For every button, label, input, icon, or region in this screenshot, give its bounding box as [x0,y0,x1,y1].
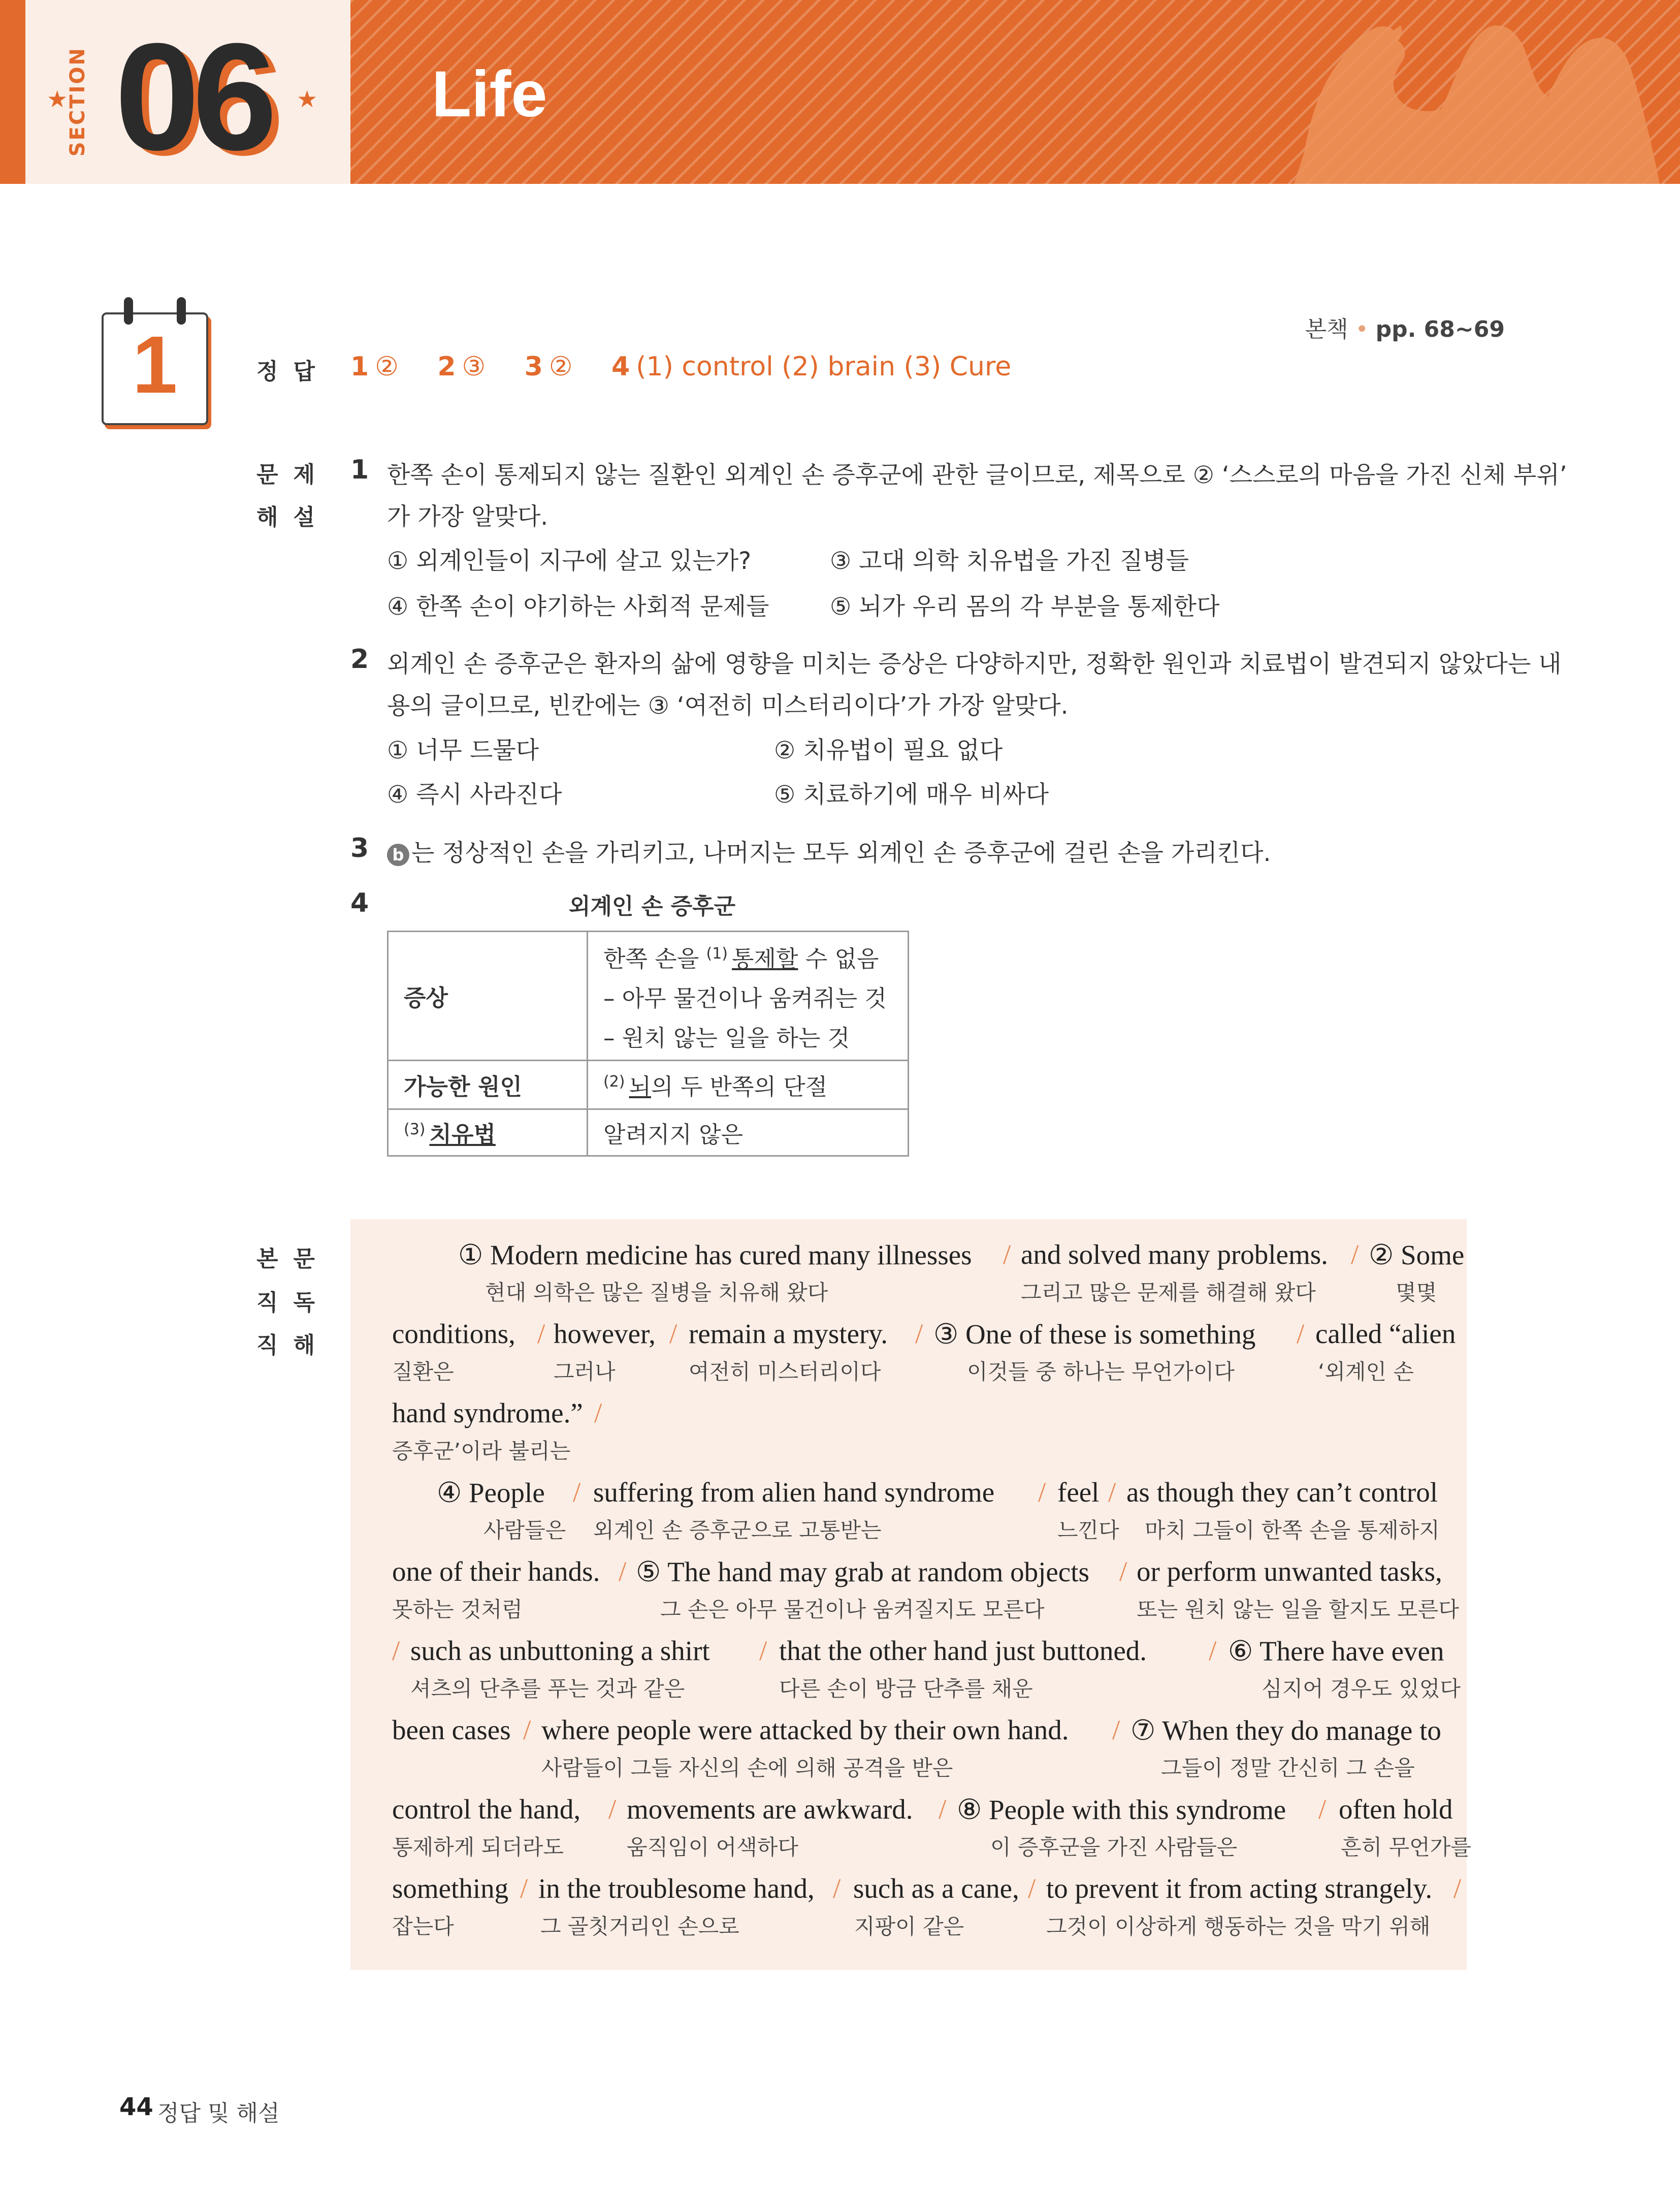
korean-gloss: 그것이 이상하게 행동하는 것을 막기 위해 [1046,1914,1431,1939]
explanation-label: 해설 [256,504,331,530]
table-key: 증상 [388,932,588,1061]
slash-mark: / [1453,1873,1462,1904]
korean-gloss: 통제하게 되더라도 [392,1835,564,1860]
slash-mark: / [608,1794,617,1825]
korean-gloss: 그 손은 아무 물건이나 움켜질지도 모른다 [660,1597,1045,1622]
korean-gloss: 흔히 무언가를 [1341,1835,1471,1860]
slash-mark: / [833,1873,841,1904]
explanation-label: 문제 [256,462,331,488]
english-chunk: suffering from alien hand syndrome [593,1477,995,1508]
table-row [388,1061,909,1109]
english-chunk: often hold [1339,1794,1453,1825]
slash-mark: / [1351,1239,1359,1270]
slash-mark: / [759,1635,767,1666]
slash-mark: / [523,1714,531,1745]
korean-gloss: 그 골칫거리인 손으로 [540,1914,739,1939]
english-chunk: remain a mystery. [689,1318,888,1349]
question-number: 3 [350,833,369,864]
slash-mark: / [573,1477,581,1508]
table-row [388,932,909,1061]
circled-b-icon: b [387,844,409,866]
english-chunk: hand syndrome.” [392,1397,583,1428]
slash-mark: / [1209,1635,1217,1666]
korean-gloss: 그들이 정말 간신히 그 손을 [1161,1756,1415,1780]
korean-gloss: 사람들이 그들 자신의 손에 의해 공격을 받은 [541,1756,953,1780]
english-chunk: ③ One of these is something [933,1319,1256,1350]
english-chunk: however, [554,1318,656,1349]
english-chunk: or perform unwanted tasks, [1137,1556,1442,1587]
option-text: ① 외계인들이 지구에 살고 있는가? [387,547,752,575]
korean-gloss: 외계인 손 증후군으로 고통받는 [593,1518,882,1543]
korean-gloss: 이것들 중 하나는 무언가이다 [967,1359,1235,1384]
option-text: ② 치유법이 필요 없다 [774,737,1003,764]
answer-list: 1 ② 2 ③ 3 ② 4 (1) control (2) brain (3) Cure [350,352,1012,382]
slash-mark: / [520,1873,528,1904]
option-text: ⑤ 치료하기에 매우 비싸다 [774,781,1049,809]
question-number: 1 [350,455,369,485]
korean-gloss: 현대 의학은 많은 질병을 치유해 왔다 [485,1280,828,1305]
explanation-text: 용의 글이므로, 빈칸에는 ③ ‘여전히 미스터리이다’가 가장 알맞다. [387,692,1069,720]
slash-mark: / [1108,1477,1116,1508]
english-chunk: that the other hand just buttoned. [779,1635,1147,1666]
page-title: Life [432,58,547,131]
korean-gloss: 또는 원치 않는 일을 할지도 모른다 [1137,1597,1459,1622]
explanation-text: 외계인 손 증후군은 환자의 삶에 영향을 미치는 증상은 다양하지만, 정확한 원인과 치료법이 발견되지 않았다는 내 [387,650,1562,678]
page-number: 44 [119,2093,153,2121]
explanation-text: 가 가장 알맞다. [387,503,548,531]
english-chunk: in the troublesome hand, [538,1873,815,1904]
english-chunk: ⑤ The hand may grab at random objects [636,1556,1089,1587]
english-chunk: called “alien [1315,1318,1456,1349]
slash-mark: / [1318,1794,1327,1825]
korean-gloss: 셔츠의 단추를 푸는 것과 같은 [410,1676,685,1701]
korean-gloss: 이 증후군을 가진 사람들은 [990,1835,1238,1860]
explanation-text: b 는 정상적인 손을 가리키고, 나머지는 모두 외계인 손 증후군에 걸린 손을 가리킨다. [387,834,1271,868]
english-chunk: one of their hands. [392,1556,600,1587]
table-key: $^{(3)}$ 치유법 [388,1109,588,1156]
english-chunk: as though they can’t control [1126,1477,1438,1508]
english-chunk: ① Modern medicine has cured many illnesses [458,1239,972,1270]
english-chunk: to prevent it from acting strangely. [1046,1873,1433,1904]
slash-mark: / [939,1794,947,1825]
star-icon: ★ [47,85,68,113]
reading-label: 직해 [256,1332,331,1358]
star-icon: ★ [297,85,318,113]
korean-gloss: 그리고 많은 문제를 해결해 왔다 [1021,1280,1316,1305]
slash-mark: / [619,1556,627,1587]
summary-table [387,931,909,1157]
korean-gloss: 다른 손이 방금 단추를 채운 [779,1676,1033,1701]
slash-mark: / [669,1318,677,1349]
table-row [388,1109,909,1156]
unit-calendar-icon [102,297,211,429]
english-chunk: such as a cane, [853,1873,1019,1904]
korean-gloss: 몇몇 [1396,1280,1437,1305]
korean-gloss: ‘외계인 손 [1318,1359,1414,1384]
slash-mark: / [1119,1556,1127,1587]
english-chunk: movements are awkward. [627,1794,913,1825]
korean-gloss: 못하는 것처럼 [392,1597,523,1622]
reading-label: 본문 [256,1246,331,1272]
slash-mark: / [594,1397,602,1428]
english-chunk: been cases [392,1714,511,1745]
slash-mark: / [1003,1239,1011,1270]
slash-mark: / [915,1318,923,1349]
english-chunk: where people were attacked by their own hand. [541,1714,1069,1745]
english-chunk: ⑦ When they do manage to [1130,1715,1441,1746]
english-chunk: ② Some [1369,1239,1465,1270]
korean-gloss: 심지어 경우도 있었다 [1262,1676,1461,1701]
section-word: SECTION [66,47,89,157]
english-chunk: conditions, [392,1318,515,1349]
korean-gloss: 질환은 [392,1359,454,1384]
english-chunk: and solved many problems. [1021,1239,1328,1270]
english-chunk: such as unbuttoning a shirt [410,1635,710,1666]
slash-mark: / [392,1635,400,1666]
slash-mark: / [1297,1318,1305,1349]
korean-gloss: 여전히 미스터리이다 [689,1359,881,1384]
english-chunk: control the hand, [392,1794,581,1825]
answer-label: 정답 [256,359,331,385]
table-value: $^{(2)}$ 뇌의 두 반쪽의 단절 [588,1061,909,1109]
option-text: ① 너무 드물다 [387,737,539,764]
question-number: 4 [350,888,369,918]
slash-mark: / [537,1318,545,1349]
option-text: ④ 한쪽 손이 야기하는 사회적 문제들 [387,593,769,621]
unit-number: 1 [132,319,178,410]
slash-mark: / [1038,1477,1046,1508]
korean-gloss: 지팡이 같은 [854,1914,964,1939]
header-banner [350,0,1680,184]
table-key: 가능한 원인 [388,1061,588,1109]
camel-illustration-icon [1274,0,1680,184]
section-number: 06 [115,11,270,182]
english-chunk: ④ People [437,1477,545,1508]
korean-gloss: 움직임이 어색하다 [627,1835,798,1860]
explanation-text: 한쪽 손이 통제되지 않는 질환인 외계인 손 증후군에 관한 글이므로, 제목으로 ② ‘스스로의 마음을 가진 신체 부위’ [387,461,1567,489]
slash-mark: / [1112,1714,1120,1745]
korean-gloss: 그러나 [554,1359,616,1384]
english-chunk: ⑧ People with this syndrome [957,1794,1286,1825]
table-value: 알려지지 않은 [588,1109,909,1156]
footer-label: 정답 및 해설 [157,2100,280,2126]
english-chunk: ⑥ There have even [1228,1636,1444,1667]
slash-mark: / [1028,1873,1036,1904]
option-text: ④ 즉시 사라진다 [387,781,562,809]
page-reference: 본책 • pp. 68~69 [1305,316,1505,342]
english-chunk: feel [1057,1477,1100,1508]
table-value: 한쪽 손을 $^{(1)}$ 통제할 수 없음 – 아무 물건이나 움켜쥐는 것 – 원치 않는 일을 하는 것 [588,932,909,1061]
question-number: 2 [350,644,369,675]
reading-label: 직독 [256,1290,331,1316]
option-text: ⑤ 뇌가 우리 몸의 각 부분을 통제한다 [830,593,1220,621]
korean-gloss: 마치 그들이 한쪽 손을 통제하지 [1145,1518,1440,1543]
english-chunk: something [392,1873,509,1904]
table-title: 외계인 손 증후군 [569,894,736,919]
korean-gloss: 느낀다 [1057,1518,1119,1543]
korean-gloss: 증후군’이라 불리는 [392,1439,571,1463]
korean-gloss: 사람들은 [483,1518,566,1543]
option-text: ③ 고대 의학 치유법을 가진 질병들 [830,547,1189,575]
korean-gloss: 잡는다 [392,1914,454,1939]
